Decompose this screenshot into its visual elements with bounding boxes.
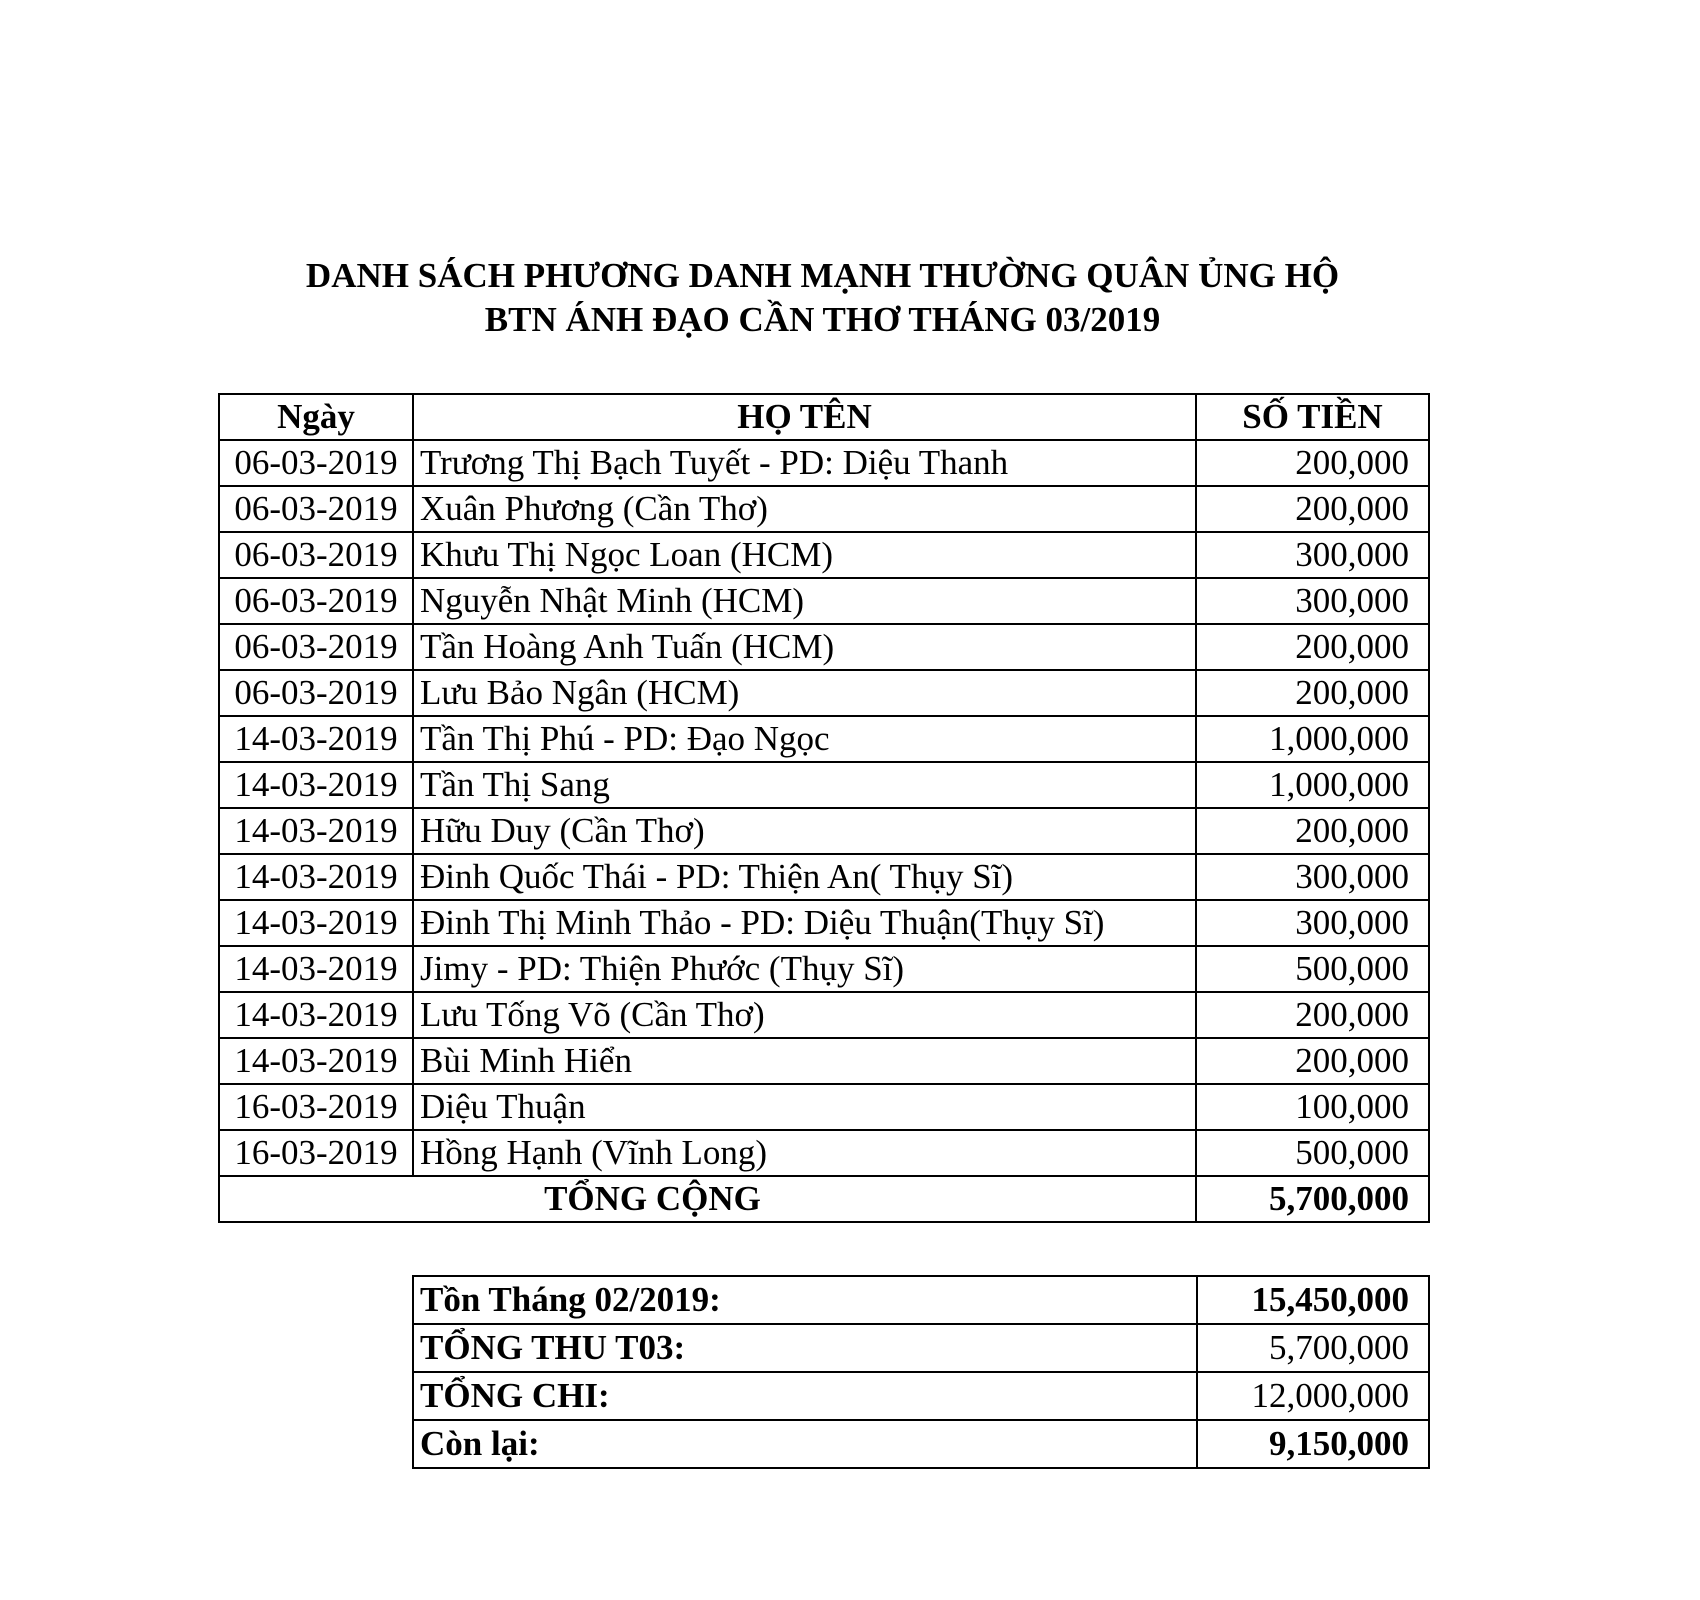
summary-label: TỔNG THU T03: [413,1324,1197,1372]
table-row [219,854,1429,900]
summary-value: 12,000,000 [1197,1372,1429,1420]
row-date: 14-03-2019 [219,992,413,1038]
row-date: 06-03-2019 [219,624,413,670]
row-date: 14-03-2019 [219,946,413,992]
header-amount: SỐ TIỀN [1196,394,1429,440]
row-amount: 200,000 [1196,808,1429,854]
row-amount: 300,000 [1196,532,1429,578]
row-amount: 200,000 [1196,1038,1429,1084]
row-name: Đinh Thị Minh Thảo - PD: Diệu Thuận(Thụy Sĩ) [413,900,1196,946]
table-row [219,716,1429,762]
summary-value: 15,450,000 [1197,1276,1429,1324]
summary-value: 5,700,000 [1197,1324,1429,1372]
row-amount: 500,000 [1196,946,1429,992]
row-amount: 1,000,000 [1196,716,1429,762]
row-name: Tần Thị Sang [413,762,1196,808]
summary-value: 9,150,000 [1197,1420,1429,1468]
row-name: Trương Thị Bạch Tuyết - PD: Diệu Thanh [413,440,1196,486]
total-row [219,1176,1429,1222]
row-date: 14-03-2019 [219,900,413,946]
row-date: 14-03-2019 [219,854,413,900]
row-amount: 200,000 [1196,992,1429,1038]
row-amount: 100,000 [1196,1084,1429,1130]
row-name: Xuân Phương (Cần Thơ) [413,486,1196,532]
table-row [219,670,1429,716]
row-name: Hữu Duy (Cần Thơ) [413,808,1196,854]
summary-row-opening-balance [413,1276,1429,1324]
row-amount: 200,000 [1196,440,1429,486]
row-date: 16-03-2019 [219,1084,413,1130]
table-row [219,900,1429,946]
total-amount: 5,700,000 [1196,1176,1429,1222]
row-amount: 300,000 [1196,578,1429,624]
row-date: 06-03-2019 [219,670,413,716]
header-date: Ngày [219,394,413,440]
row-name: Hồng Hạnh (Vĩnh Long) [413,1130,1196,1176]
row-amount: 300,000 [1196,900,1429,946]
document-title-line-2: BTN ÁNH ĐẠO CẦN THƠ THÁNG 03/2019 [484,300,1161,339]
row-name: Lưu Bảo Ngân (HCM) [413,670,1196,716]
table-row [219,946,1429,992]
table-row [219,532,1429,578]
row-name: Đinh Quốc Thái - PD: Thiện An( Thụy Sĩ) [413,854,1196,900]
table-row [219,992,1429,1038]
table-header-row [219,394,1429,440]
total-label: TỔNG CỘNG [219,1176,1196,1222]
donation-table [218,393,1430,1223]
table-row [219,1084,1429,1130]
table-row [219,624,1429,670]
table-row [219,578,1429,624]
table-row [219,808,1429,854]
row-name: Tần Thị Phú - PD: Đạo Ngọc [413,716,1196,762]
table-row [219,762,1429,808]
row-date: 14-03-2019 [219,762,413,808]
row-amount: 300,000 [1196,854,1429,900]
row-amount: 200,000 [1196,486,1429,532]
summary-row-remaining-balance [413,1420,1429,1468]
header-name: HỌ TÊN [413,394,1196,440]
row-name: Nguyễn Nhật Minh (HCM) [413,578,1196,624]
row-date: 06-03-2019 [219,440,413,486]
table-row [219,1130,1429,1176]
row-name: Jimy - PD: Thiện Phước (Thụy Sĩ) [413,946,1196,992]
row-name: Diệu Thuận [413,1084,1196,1130]
summary-row-total-expense [413,1372,1429,1420]
row-date: 06-03-2019 [219,532,413,578]
row-amount: 200,000 [1196,670,1429,716]
row-name: Tần Hoàng Anh Tuấn (HCM) [413,624,1196,670]
summary-label: Còn lại: [413,1420,1197,1468]
row-name: Bùi Minh Hiển [413,1038,1196,1084]
row-amount: 500,000 [1196,1130,1429,1176]
row-date: 16-03-2019 [219,1130,413,1176]
balance-summary-table [412,1275,1430,1469]
summary-label: TỔNG CHI: [413,1372,1197,1420]
document-title-line-1: DANH SÁCH PHƯƠNG DANH MẠNH THƯỜNG QUÂN ỦNG HỘ [305,256,1340,295]
table-row [219,440,1429,486]
row-date: 06-03-2019 [219,486,413,532]
row-amount: 1,000,000 [1196,762,1429,808]
row-date: 06-03-2019 [219,578,413,624]
row-date: 14-03-2019 [219,1038,413,1084]
row-date: 14-03-2019 [219,808,413,854]
row-name: Khưu Thị Ngọc Loan (HCM) [413,532,1196,578]
summary-label: Tồn Tháng 02/2019: [413,1276,1197,1324]
row-amount: 200,000 [1196,624,1429,670]
summary-row-total-income [413,1324,1429,1372]
table-row [219,1038,1429,1084]
table-row [219,486,1429,532]
row-date: 14-03-2019 [219,716,413,762]
row-name: Lưu Tống Võ (Cần Thơ) [413,992,1196,1038]
